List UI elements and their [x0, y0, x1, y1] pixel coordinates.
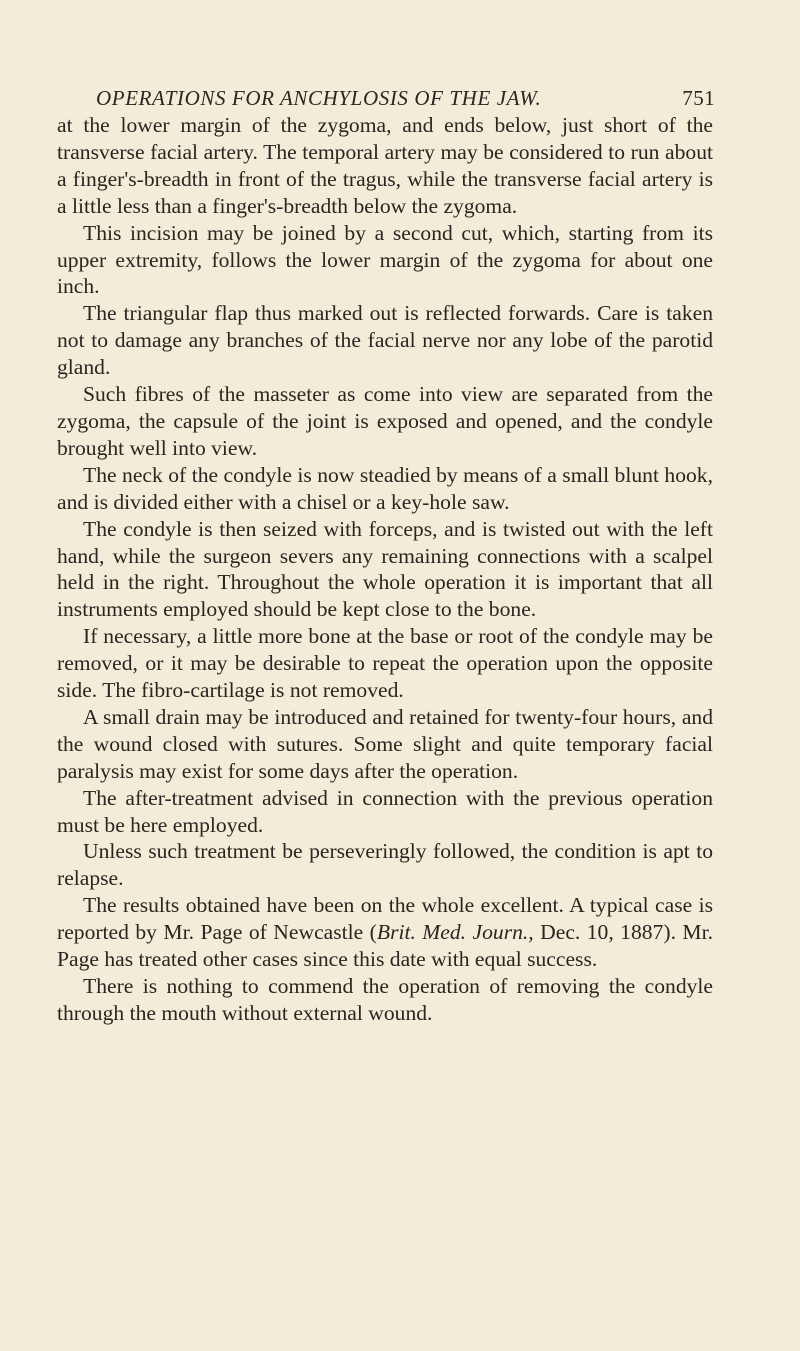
- paragraph: The neck of the condyle is now steadied by means of a small blunt hook, and is divided either with a chisel or a key-hole saw.: [57, 462, 713, 514]
- paragraph: at the lower margin of the zygoma, and ends below, just short of the transverse facial artery. The temporal artery may be considered to run about a finger's-breadth in front of the tragus, while the transverse facial artery is a little less than a finger's-breadth below the zygoma.: [57, 113, 713, 218]
- paragraph: Unless such treatment be perseveringly followed, the condition is apt to relapse.: [57, 839, 713, 891]
- paragraph-text: The results obtained have been on the whole excellent. A typical case is reported by Mr. Page of Newcastle (: [57, 893, 713, 945]
- journal-citation: Brit. Med. Journ.,: [376, 920, 534, 945]
- body-text: [57, 112, 713, 1027]
- paragraph: Such fibres of the masseter as come into view are separated from the zygoma, the capsule of the joint is exposed and opened, and the condyle brought well into view.: [57, 382, 713, 460]
- paragraph: This incision may be joined by a second cut, which, starting from its upper extremity, follows the lower margin of the zygoma for about one inch.: [57, 220, 713, 299]
- paragraph-with-citation: [57, 892, 713, 973]
- paragraph: There is nothing to commend the operation of removing the condyle through the mouth without external wound.: [57, 974, 713, 1025]
- page-number: 751: [682, 86, 715, 110]
- paragraph: The after-treatment advised in connection with the previous operation must be here employed.: [57, 785, 713, 837]
- running-header: [96, 86, 715, 110]
- paragraph: A small drain may be introduced and retained for twenty-four hours, and the wound closed with sutures. Some slight and quite temporary facial paralysis may exist for some days after the operation.: [57, 704, 713, 783]
- paragraph: The triangular flap thus marked out is reflected forwards. Care is taken not to damage any branches of the facial nerve nor any lobe of the parotid gland.: [57, 301, 713, 380]
- paragraph: The condyle is then seized with forceps, and is twisted out with the left hand, while the surgeon severs any remaining connections with a scalpel held in the right. Throughout the whole operation it is important that all instruments employed should be kept close to the bone.: [57, 516, 713, 622]
- paragraph-text-continued: Dec. 10, 1887). Mr. Page has treated other cases since this date with equal success.: [57, 920, 714, 972]
- running-head-title: OPERATIONS FOR ANCHYLOSIS OF THE JAW.: [96, 86, 542, 110]
- paragraph: If necessary, a little more bone at the base or root of the condyle may be removed, or it may be desirable to repeat the operation upon the opposite side. The fibro-cartilage is not removed.: [57, 624, 713, 703]
